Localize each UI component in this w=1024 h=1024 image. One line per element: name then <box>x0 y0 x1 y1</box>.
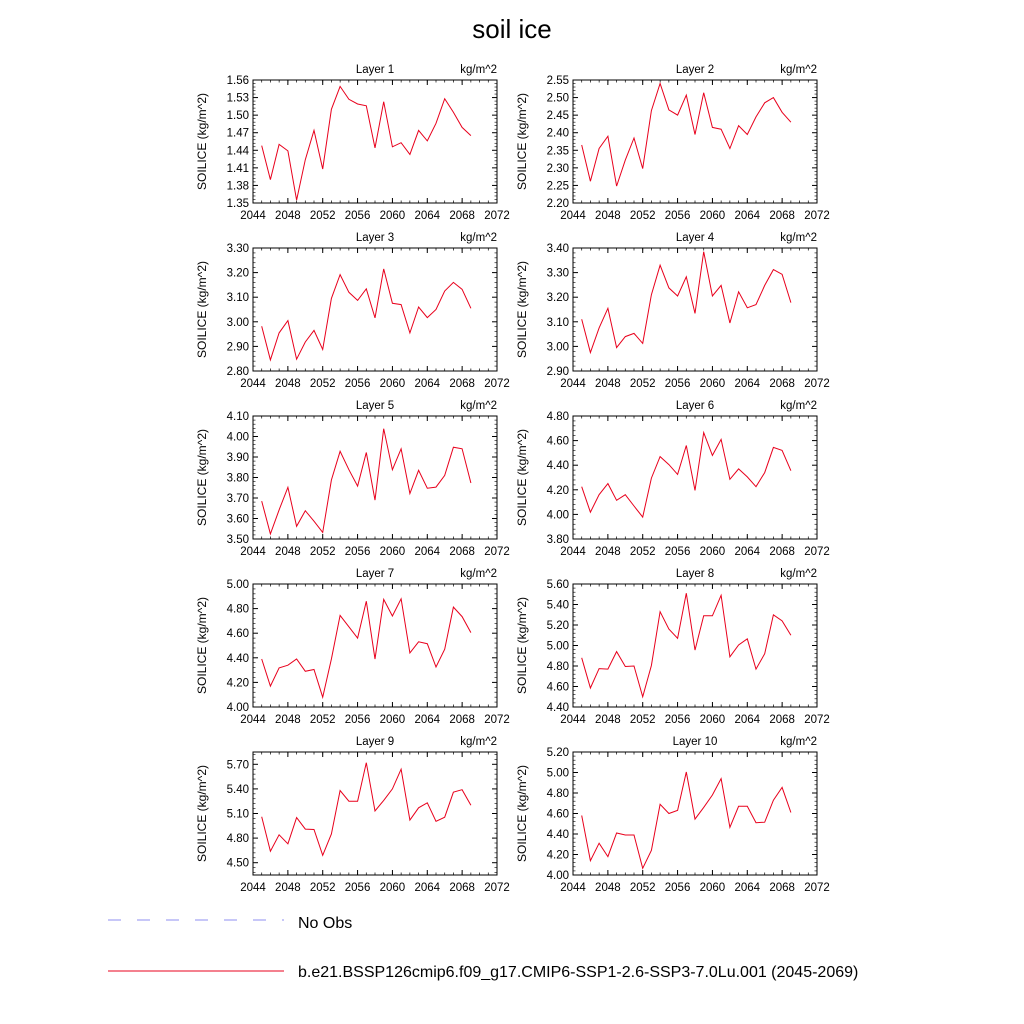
x-tick-label: 2068 <box>449 714 475 726</box>
panel-layer-3 <box>195 232 510 390</box>
x-tick-label: 2044 <box>560 210 586 222</box>
x-tick-label: 2072 <box>804 546 830 558</box>
y-axis-label: SOILICE (kg/m^2) <box>195 597 209 694</box>
x-tick-label: 2068 <box>769 546 795 558</box>
x-tick-label: 2064 <box>734 714 761 726</box>
x-tick-label: 2072 <box>804 378 830 390</box>
x-tick-label: 2044 <box>560 378 586 390</box>
panel-title: Layer 6 <box>675 400 715 412</box>
x-tick-label: 2060 <box>699 714 726 726</box>
series-line <box>582 772 791 868</box>
y-tick-label: 3.00 <box>546 341 569 354</box>
y-tick-label: 1.44 <box>226 145 249 158</box>
x-tick-label: 2072 <box>484 714 510 726</box>
panel-units: kg/m^2 <box>780 400 817 412</box>
plot-frame <box>573 80 817 203</box>
plot-frame <box>573 584 817 707</box>
x-tick-label: 2072 <box>484 882 510 894</box>
legend-model-label: b.e21.BSSP126cmip6.f09_g17.CMIP6-SSP1-2.6-SSP3-7.0Lu.001 (2045-2069) <box>298 964 859 981</box>
x-tick-label: 2048 <box>595 210 621 222</box>
y-axis-label: SOILICE (kg/m^2) <box>195 93 209 190</box>
y-tick-label: 4.60 <box>226 628 249 641</box>
panel-units: kg/m^2 <box>460 232 497 244</box>
y-tick-label: 1.41 <box>226 162 249 175</box>
y-tick-label: 4.80 <box>546 411 569 423</box>
y-tick-label: 5.00 <box>546 767 569 780</box>
x-tick-label: 2048 <box>595 882 621 894</box>
y-tick-label: 5.60 <box>546 579 569 591</box>
x-tick-label: 2056 <box>664 210 691 222</box>
x-tick-label: 2068 <box>769 378 795 390</box>
x-tick-label: 2056 <box>344 210 371 222</box>
x-tick-label: 2056 <box>664 546 691 558</box>
y-tick-label: 5.10 <box>226 808 249 821</box>
y-axis-label: SOILICE (kg/m^2) <box>195 429 209 526</box>
x-tick-label: 2048 <box>275 714 301 726</box>
y-tick-label: 4.80 <box>546 788 569 800</box>
panel-title: Layer 5 <box>355 400 395 412</box>
x-tick-label: 2052 <box>309 378 336 390</box>
panel-layer-2 <box>515 64 830 222</box>
y-tick-label: 3.60 <box>226 513 249 526</box>
x-tick-label: 2044 <box>560 714 586 726</box>
y-tick-label: 4.80 <box>226 603 249 616</box>
x-tick-label: 2064 <box>414 714 441 726</box>
y-tick-label: 4.60 <box>546 681 569 694</box>
panel-layer-6 <box>515 400 830 558</box>
y-tick-label: 1.53 <box>226 92 249 105</box>
y-tick-label: 3.30 <box>226 243 249 255</box>
x-tick-label: 2044 <box>240 882 266 894</box>
plot-frame <box>253 80 497 203</box>
x-tick-label: 2048 <box>595 546 621 558</box>
x-tick-label: 2068 <box>449 882 475 894</box>
x-tick-label: 2068 <box>449 546 475 558</box>
y-tick-label: 3.00 <box>226 316 249 329</box>
x-tick-label: 2056 <box>344 378 371 390</box>
x-tick-label: 2056 <box>664 378 691 390</box>
panel-units: kg/m^2 <box>780 736 817 748</box>
y-tick-label: 3.20 <box>546 292 569 305</box>
y-tick-label: 3.80 <box>546 534 569 546</box>
y-tick-label: 4.00 <box>546 509 569 522</box>
y-tick-label: 3.70 <box>226 493 249 505</box>
x-tick-label: 2052 <box>629 882 656 894</box>
x-tick-label: 2064 <box>734 210 761 222</box>
y-tick-label: 1.47 <box>226 127 249 140</box>
y-axis-label: SOILICE (kg/m^2) <box>195 261 209 358</box>
x-tick-label: 2044 <box>240 714 266 726</box>
x-tick-label: 2060 <box>699 882 726 894</box>
x-tick-label: 2056 <box>344 882 371 894</box>
panel-layer-1 <box>195 64 510 222</box>
panel-layer-5 <box>195 400 510 558</box>
panel-units: kg/m^2 <box>460 400 497 412</box>
y-tick-label: 1.38 <box>226 180 249 193</box>
x-tick-label: 2068 <box>449 378 475 390</box>
panel-layer-4 <box>515 232 830 390</box>
series-line <box>262 763 471 856</box>
y-tick-label: 3.10 <box>226 292 249 305</box>
x-tick-label: 2052 <box>629 546 656 558</box>
y-tick-label: 3.20 <box>226 267 249 280</box>
panel-layer-9 <box>195 736 510 894</box>
y-tick-label: 5.70 <box>226 759 249 772</box>
plot-frame <box>573 416 817 539</box>
y-tick-label: 4.40 <box>546 460 569 473</box>
x-tick-label: 2052 <box>629 210 656 222</box>
x-tick-label: 2060 <box>379 882 406 894</box>
plot-frame <box>253 248 497 371</box>
plot-frame <box>253 584 497 707</box>
y-tick-label: 2.55 <box>546 75 569 87</box>
series-line <box>582 593 791 697</box>
y-tick-label: 2.45 <box>546 110 569 123</box>
legend <box>108 915 858 981</box>
x-tick-label: 2052 <box>309 546 336 558</box>
x-tick-label: 2044 <box>240 546 266 558</box>
panel-title: Layer 10 <box>672 736 718 748</box>
y-tick-label: 3.40 <box>546 243 569 255</box>
panel-units: kg/m^2 <box>460 736 497 748</box>
panel-title: Layer 3 <box>355 232 395 244</box>
x-tick-label: 2064 <box>414 210 441 222</box>
y-tick-label: 2.20 <box>546 198 569 210</box>
y-tick-label: 2.50 <box>546 92 569 105</box>
x-tick-label: 2048 <box>275 210 301 222</box>
x-tick-label: 2068 <box>769 714 795 726</box>
panel-layer-8 <box>515 568 830 726</box>
panel-layer-10 <box>515 736 830 894</box>
panel-title: Layer 9 <box>355 736 395 748</box>
series-line <box>262 269 471 360</box>
x-tick-label: 2048 <box>595 378 621 390</box>
y-tick-label: 5.40 <box>546 599 569 612</box>
plot-frame <box>253 752 497 875</box>
x-tick-label: 2064 <box>414 546 441 558</box>
y-tick-label: 4.20 <box>546 484 569 497</box>
y-tick-label: 2.90 <box>226 341 249 354</box>
y-tick-label: 5.20 <box>546 747 569 759</box>
x-tick-label: 2072 <box>804 714 830 726</box>
x-tick-label: 2060 <box>699 210 726 222</box>
x-tick-label: 2064 <box>734 378 761 390</box>
x-tick-label: 2072 <box>804 882 830 894</box>
y-tick-label: 4.40 <box>226 652 249 665</box>
x-tick-label: 2064 <box>734 546 761 558</box>
series-line <box>262 86 471 200</box>
y-axis-label: SOILICE (kg/m^2) <box>515 429 529 526</box>
y-tick-label: 3.90 <box>226 452 249 464</box>
x-tick-label: 2068 <box>769 882 795 894</box>
y-tick-label: 5.00 <box>226 579 249 591</box>
x-tick-label: 2056 <box>664 882 691 894</box>
y-axis-label: SOILICE (kg/m^2) <box>515 261 529 358</box>
y-tick-label: 5.20 <box>546 620 569 632</box>
y-tick-label: 4.40 <box>546 829 569 841</box>
y-tick-label: 2.35 <box>546 145 569 158</box>
panel-title: Layer 4 <box>675 232 715 244</box>
y-tick-label: 3.80 <box>226 472 249 485</box>
series-line <box>262 429 471 534</box>
panel-title: Layer 7 <box>355 568 395 580</box>
x-tick-label: 2072 <box>804 210 830 222</box>
x-tick-label: 2072 <box>484 546 510 558</box>
x-tick-label: 2052 <box>629 714 656 726</box>
x-tick-label: 2044 <box>240 210 266 222</box>
panel-layer-7 <box>195 568 510 726</box>
y-axis-label: SOILICE (kg/m^2) <box>515 765 529 862</box>
y-tick-label: 2.25 <box>546 180 569 193</box>
y-tick-label: 4.10 <box>226 411 249 423</box>
x-tick-label: 2044 <box>240 378 266 390</box>
y-tick-label: 4.60 <box>546 435 569 448</box>
x-tick-label: 2068 <box>769 210 795 222</box>
y-tick-label: 4.60 <box>546 808 569 821</box>
y-axis-label: SOILICE (kg/m^2) <box>515 93 529 190</box>
x-tick-label: 2048 <box>275 546 301 558</box>
x-tick-label: 2068 <box>449 210 475 222</box>
y-tick-label: 4.20 <box>546 849 569 862</box>
y-tick-label: 4.80 <box>546 661 569 673</box>
y-tick-label: 2.80 <box>226 366 249 378</box>
panel-units: kg/m^2 <box>780 232 817 244</box>
x-tick-label: 2044 <box>560 546 586 558</box>
y-tick-label: 1.35 <box>226 198 249 210</box>
series-line <box>582 433 791 517</box>
y-axis-label: SOILICE (kg/m^2) <box>195 765 209 862</box>
x-tick-label: 2072 <box>484 210 510 222</box>
panel-units: kg/m^2 <box>780 568 817 580</box>
panel-units: kg/m^2 <box>780 64 817 76</box>
x-tick-label: 2060 <box>699 378 726 390</box>
x-tick-label: 2056 <box>664 714 691 726</box>
y-tick-label: 4.00 <box>226 431 249 444</box>
y-tick-label: 2.40 <box>546 127 569 140</box>
x-tick-label: 2060 <box>379 546 406 558</box>
x-tick-label: 2052 <box>629 378 656 390</box>
plot-frame <box>253 416 497 539</box>
x-tick-label: 2052 <box>309 210 336 222</box>
x-tick-label: 2060 <box>379 714 406 726</box>
x-tick-label: 2052 <box>309 714 336 726</box>
x-tick-label: 2060 <box>699 546 726 558</box>
y-tick-label: 4.80 <box>226 833 249 846</box>
y-tick-label: 1.50 <box>226 110 249 123</box>
y-tick-label: 3.50 <box>226 534 249 546</box>
legend-obs-label: No Obs <box>298 915 353 932</box>
x-tick-label: 2056 <box>344 546 371 558</box>
figure-title: soil ice <box>472 14 552 44</box>
x-tick-label: 2048 <box>595 714 621 726</box>
y-tick-label: 3.10 <box>546 316 569 329</box>
panel-title: Layer 1 <box>355 64 395 76</box>
x-tick-label: 2048 <box>275 882 301 894</box>
y-axis-label: SOILICE (kg/m^2) <box>515 597 529 694</box>
x-tick-label: 2056 <box>344 714 371 726</box>
x-tick-label: 2072 <box>484 378 510 390</box>
y-tick-label: 5.00 <box>546 640 569 653</box>
x-tick-label: 2044 <box>560 882 586 894</box>
y-tick-label: 5.40 <box>226 783 249 796</box>
series-line <box>582 252 791 353</box>
panel-units: kg/m^2 <box>460 568 497 580</box>
y-tick-label: 2.90 <box>546 366 569 378</box>
y-tick-label: 4.20 <box>226 677 249 690</box>
y-tick-label: 4.40 <box>546 702 569 714</box>
plot-frame <box>573 752 817 875</box>
panel-title: Layer 2 <box>675 64 715 76</box>
x-tick-label: 2064 <box>414 882 441 894</box>
panel-grid <box>195 64 830 894</box>
panel-title: Layer 8 <box>675 568 715 580</box>
y-tick-label: 4.50 <box>226 857 249 870</box>
panel-units: kg/m^2 <box>460 64 497 76</box>
x-tick-label: 2052 <box>309 882 336 894</box>
y-tick-label: 3.30 <box>546 267 569 280</box>
x-tick-label: 2060 <box>379 378 406 390</box>
y-tick-label: 1.56 <box>226 75 249 87</box>
y-tick-label: 4.00 <box>546 870 569 882</box>
plot-frame <box>573 248 817 371</box>
x-tick-label: 2064 <box>734 882 761 894</box>
x-tick-label: 2060 <box>379 210 406 222</box>
y-tick-label: 4.00 <box>226 702 249 714</box>
series-line <box>582 84 791 187</box>
x-tick-label: 2048 <box>275 378 301 390</box>
y-tick-label: 2.30 <box>546 162 569 175</box>
series-line <box>262 599 471 697</box>
x-tick-label: 2064 <box>414 378 441 390</box>
